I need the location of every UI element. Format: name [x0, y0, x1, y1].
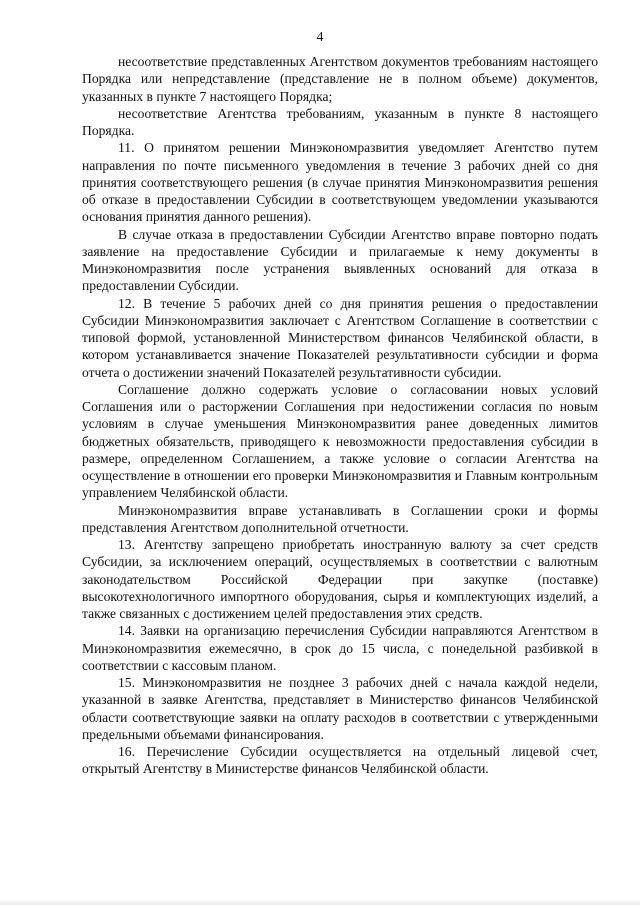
paragraph-nonconformity-documents: несоответствие представленных Агентством документов требованиям настоящего Порядка или непредставление (представление не в полном объеме) документов, указанных в пункте 7 настоящего Порядка; — [82, 54, 598, 104]
document-body — [82, 53, 598, 778]
paragraph-agreement-conditions: Соглашение должно содержать условие о согласовании новых условий Соглашения или о расторжении Соглашения при недостижении согласия по новым условиям в случае уменьшения Минэкономразвития ранее доведенных лимитов бюджетных обязательств, приводящего к невозможности предоставления субсидии в размере, определенном Соглашением, а также условие о согласии Агентства на осуществление в отношении его проверки Минэкономразвития и Главным контрольным управлением Челябинской области. — [82, 381, 598, 501]
paragraph-nonconformity-agency: несоответствие Агентства требованиям, указанным в пункте 8 настоящего Порядка. — [82, 105, 598, 138]
page-number: 4 — [316, 30, 324, 45]
paragraph-clause-13: 13. Агентству запрещено приобретать иностранную валюту за счет средств Субсидии, за исключением операций, осуществляемых в соответствии с валютным законодательством Российской Федерации при закупке (поставке) высокотехнологичного импортного оборудования, сырья и комплектующих изделий, а также связанных с достижением целей предоставления этих средств. — [82, 537, 598, 621]
paragraph-clause-15: 15. Минэкономразвития не позднее 3 рабочих дней с начала каждой недели, указанной в заявке Агентства, представляет в Министерство финансов Челябинской области соответствующие заявки на оплату расходов в соответствии с утвержденными предельными объемами финансирования. — [82, 675, 598, 742]
paragraph-clause-11: 11. О принятом решении Минэкономразвития уведомляет Агентство путем направления по почте письменного уведомления в течение 3 рабочих дней со дня принятия соответствующего решения (в случае принятия Минэкономразвития решения об отказе в предоставлении Субсидии в соответствующем уведомлении указываются основания принятия данного решения). — [82, 140, 598, 225]
paragraph-clause-12: 12. В течение 5 рабочих дней со дня принятия решения о предоставлении Субсидии Минэкономразвития заключает с Агентством Соглашение в соответствии с типовой формой, установленной Министерством финансов Челябинской области, в котором устанавливается значение Показателей результативности субсидии и форма отчета о достижении значений Показателей результативности субсидии. — [82, 295, 598, 380]
paragraph-refusal-resubmission: В случае отказа в предоставлении Субсидии Агентство вправе повторно подать заявление на предоставление Субсидии и прилагаемые к нему документы в Минэкономразвития после устранения выявленных оснований для отказа в предоставлении Субсидии. — [82, 226, 598, 294]
paragraph-clause-14: 14. Заявки на организацию перечисления Субсидии направляются Агентством в Минэкономразвития ежемесячно, в срок до 15 числа, с понедельной разбивкой в соответствии с кассовым планом. — [82, 623, 598, 673]
scan-edge-artifact — [0, 899, 640, 905]
paragraph-additional-reporting: Минэкономразвития вправе устанавливать в Соглашении сроки и формы представления Агентством дополнительной отчетности. — [82, 502, 598, 535]
paragraph-clause-16: 16. Перечисление Субсидии осуществляется на отдельный лицевой счет, открытый Агентству в Министерстве финансов Челябинской области. — [82, 744, 598, 777]
